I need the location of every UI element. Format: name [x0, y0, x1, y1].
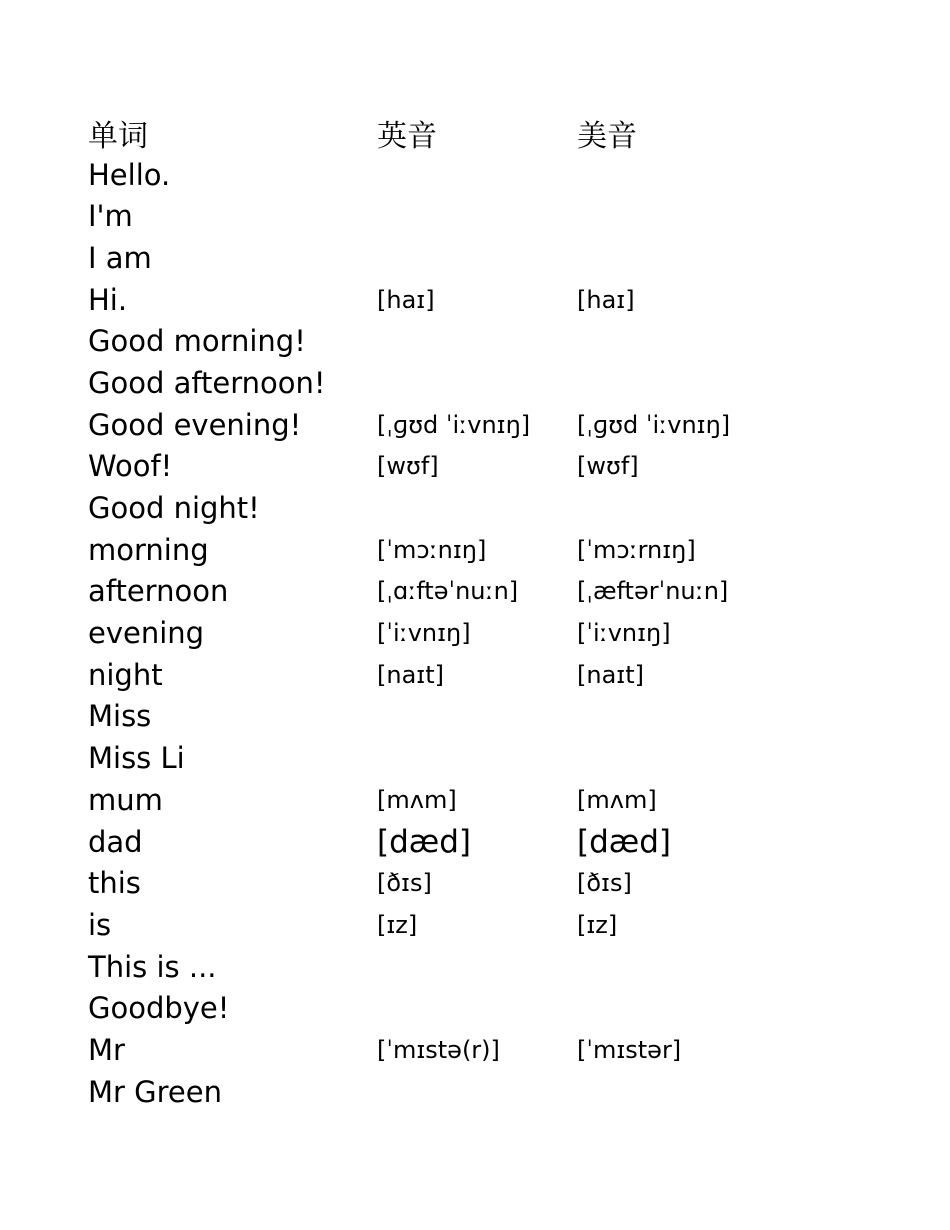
word-cell: Mr	[88, 1032, 125, 1067]
word-cell: Hello.	[88, 157, 171, 192]
table-header-row	[88, 112, 848, 154]
vocabulary-table	[88, 112, 848, 1113]
word-cell: Hi.	[88, 282, 128, 317]
header-word: 单词	[88, 118, 148, 154]
table-row	[88, 946, 848, 988]
uk-phonetic-cell: [dæd]	[377, 823, 471, 860]
uk-phonetic-cell: [naɪt]	[377, 660, 444, 689]
table-row	[88, 404, 848, 446]
word-cell: this	[88, 866, 141, 901]
table-row	[88, 737, 848, 779]
uk-phonetic-cell: [ðɪs]	[377, 869, 432, 898]
word-cell: Woof!	[88, 449, 173, 484]
table-row	[88, 237, 848, 279]
us-phonetic-cell: [wʊf]	[577, 452, 639, 481]
table-row	[88, 362, 848, 404]
uk-phonetic-cell: [ˈmɪstə(r)]	[377, 1035, 500, 1064]
table-row	[88, 779, 848, 821]
word-cell: Good morning!	[88, 324, 306, 359]
table-body	[88, 154, 848, 1113]
uk-phonetic-cell: [haɪ]	[377, 285, 435, 314]
us-phonetic-cell: [ˌæftərˈnuːn]	[577, 577, 729, 606]
us-phonetic-cell: [mʌm]	[577, 785, 657, 814]
word-cell: evening	[88, 616, 205, 651]
word-cell: afternoon	[88, 574, 229, 609]
uk-phonetic-cell: [ˌɑːftəˈnuːn]	[377, 577, 519, 606]
table-row	[88, 862, 848, 904]
word-cell: I'm	[88, 199, 133, 234]
word-cell: dad	[88, 824, 143, 859]
table-row	[88, 654, 848, 696]
us-phonetic-cell: [naɪt]	[577, 660, 644, 689]
word-cell: Miss	[88, 699, 152, 734]
uk-phonetic-cell: [ˌɡʊd ˈiːvnɪŋ]	[377, 410, 531, 439]
table-row	[88, 696, 848, 738]
table-row	[88, 529, 848, 571]
us-phonetic-cell: [ˌɡʊd ˈiːvnɪŋ]	[577, 410, 731, 439]
us-phonetic-cell: [ˈmɪstər]	[577, 1035, 682, 1064]
us-phonetic-cell: [haɪ]	[577, 285, 635, 314]
us-phonetic-cell: [ɪz]	[577, 910, 618, 939]
header-us-pronunciation: 美音	[577, 118, 637, 154]
uk-phonetic-cell: [wʊf]	[377, 452, 439, 481]
table-row	[88, 154, 848, 196]
table-row	[88, 612, 848, 654]
word-cell: Goodbye!	[88, 991, 230, 1026]
word-cell: Good afternoon!	[88, 365, 326, 400]
table-row	[88, 320, 848, 362]
table-row	[88, 487, 848, 529]
table-row	[88, 279, 848, 321]
word-cell: Mr Green	[88, 1074, 222, 1109]
table-row	[88, 1071, 848, 1113]
us-phonetic-cell: [dæd]	[577, 823, 671, 860]
uk-phonetic-cell: [mʌm]	[377, 785, 457, 814]
word-cell: I am	[88, 240, 152, 275]
word-cell: This is ...	[88, 949, 217, 984]
uk-phonetic-cell: [ɪz]	[377, 910, 418, 939]
word-cell: morning	[88, 532, 209, 567]
table-row	[88, 904, 848, 946]
word-cell: Good evening!	[88, 407, 302, 442]
table-row	[88, 571, 848, 613]
table-row	[88, 1029, 848, 1071]
word-cell: is	[88, 907, 112, 942]
uk-phonetic-cell: [ˈmɔːnɪŋ]	[377, 535, 487, 564]
word-cell: night	[88, 657, 163, 692]
uk-phonetic-cell: [ˈiːvnɪŋ]	[377, 619, 471, 648]
word-cell: Miss Li	[88, 741, 185, 776]
word-cell: Good night!	[88, 491, 260, 526]
table-row	[88, 195, 848, 237]
header-uk-pronunciation: 英音	[377, 118, 437, 154]
us-phonetic-cell: [ˈiːvnɪŋ]	[577, 619, 671, 648]
us-phonetic-cell: [ðɪs]	[577, 869, 632, 898]
word-cell: mum	[88, 782, 163, 817]
table-row	[88, 446, 848, 488]
table-row	[88, 987, 848, 1029]
us-phonetic-cell: [ˈmɔːrnɪŋ]	[577, 535, 696, 564]
table-row	[88, 821, 848, 863]
